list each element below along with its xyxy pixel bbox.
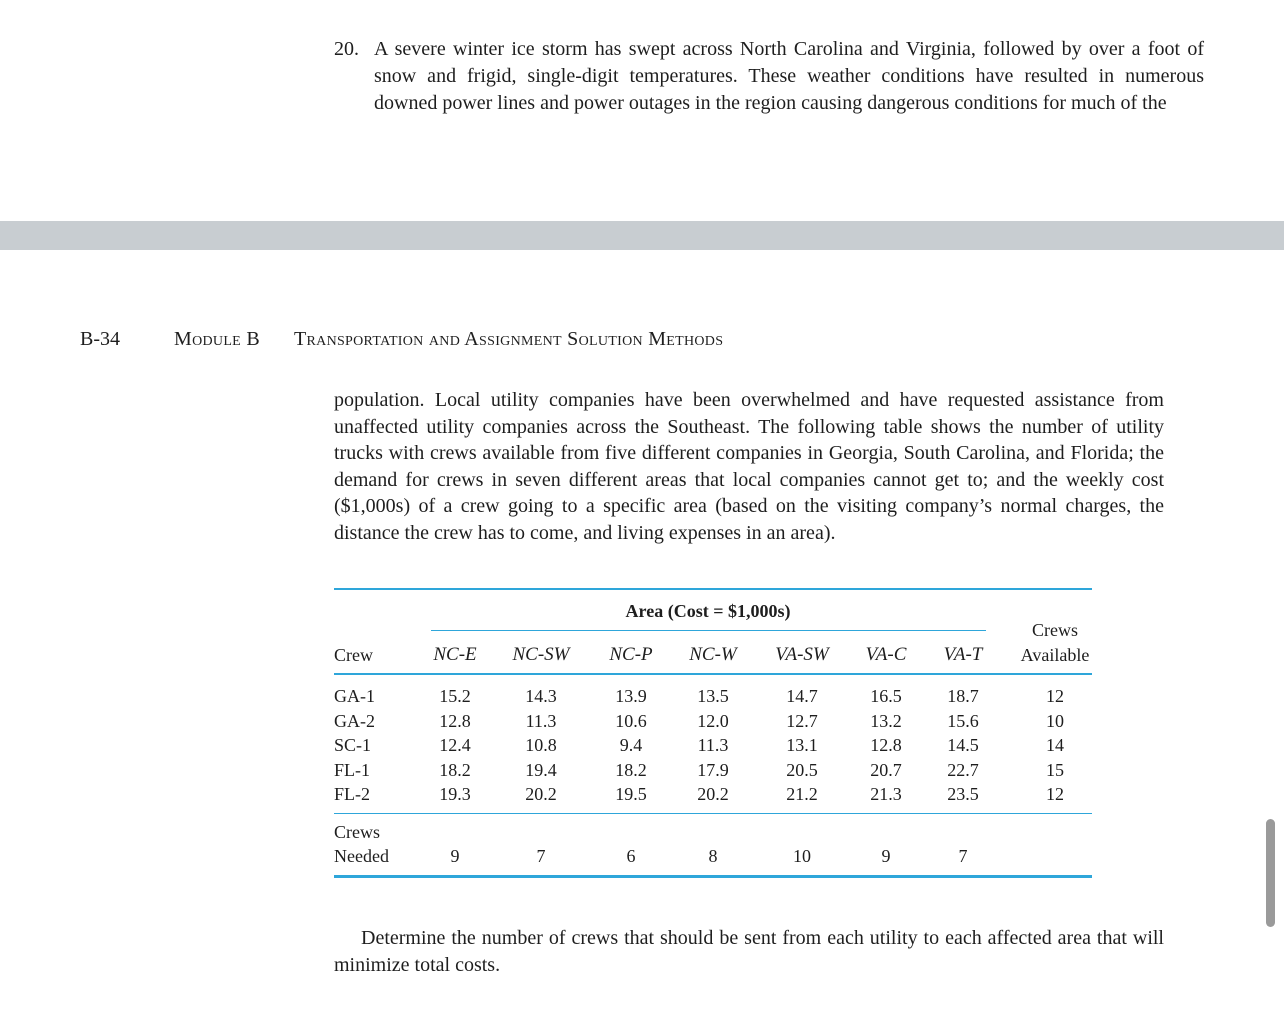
area-header-nc-p: NC-P [609,644,653,665]
crews-available-header: Available [1020,645,1090,665]
crews-needed-value: 10 [793,846,811,866]
cost-cell: 17.9 [697,760,729,780]
crews-available-value: 12 [1046,784,1064,804]
crews-needed-value: 9 [450,846,460,866]
cost-cell: 19.4 [525,760,557,780]
area-header-va-t: VA-T [943,644,983,665]
crew-name: GA-2 [334,711,375,731]
cost-cell: 12.0 [697,711,729,731]
chapter-title: Transportation and Assignment Solution Methods [294,328,724,350]
cost-cell: 15.2 [439,686,471,706]
cost-cell: 22.7 [947,760,979,780]
vertical-scrollbar[interactable] [1266,819,1275,927]
area-header-nc-w: NC-W [689,644,737,665]
cost-cell: 10.8 [525,735,557,755]
cost-cell: 19.3 [439,784,471,804]
table-bottom-rule [334,875,1092,878]
page-separator [0,221,1284,250]
table-top-rule [334,588,1092,590]
problem-20-body: A severe winter ice storm has swept across North Carolina and Virginia, followed by over a foot of snow and frigid, single-digit temperatures. These weather conditions have resulted in numerous downed power lines and power outages in the region causing dangerous conditions for much of the [374,38,1204,114]
module-label: Module B [174,328,260,350]
cost-cell: 12.7 [786,711,818,731]
crews-needed-value: 9 [881,846,891,866]
crews-needed-label: Crews [334,822,380,842]
cost-cell: 20.5 [786,760,818,780]
running-head [0,328,1284,356]
cost-cell: 13.5 [697,686,729,706]
cost-cell: 13.1 [786,735,818,755]
cost-cell: 14.7 [786,686,818,706]
cost-cell: 19.5 [615,784,647,804]
crews-needed-label: Needed [334,846,389,866]
cost-cell: 13.2 [870,711,902,731]
crews-available-header: Crews [1032,620,1078,640]
cost-cell: 11.3 [525,711,557,731]
cost-cell: 21.2 [786,784,818,804]
cost-cell: 11.3 [697,735,729,755]
cost-cell: 13.9 [615,686,647,706]
cost-cell: 18.2 [439,760,471,780]
cost-cell: 20.2 [697,784,729,804]
crews-available-value: 14 [1046,735,1064,755]
area-header-nc-sw: NC-SW [512,644,570,665]
area-header-nc-e: NC-E [433,644,477,665]
area-header-va-sw: VA-SW [775,644,829,665]
crew-name: FL-2 [334,784,370,804]
crews-available-value: 10 [1046,711,1064,731]
crew-name: FL-1 [334,760,370,780]
cost-cell: 14.5 [947,735,979,755]
crews-needed-value: 6 [626,846,636,866]
column-header-rule [334,673,1092,675]
crews-available-value: 12 [1046,686,1064,706]
cost-cell: 20.7 [870,760,902,780]
problem-number: 20. [334,38,359,60]
cost-cell: 14.3 [525,686,557,706]
cost-cell: 15.6 [947,711,979,731]
cost-cell: 21.3 [870,784,902,804]
cost-cell: 12.4 [439,735,471,755]
cost-cell: 10.6 [615,711,647,731]
area-header: Area (Cost = $1,000s) [625,601,791,621]
problem-20-text [334,36,1204,117]
cost-cell: 16.5 [870,686,902,706]
cost-cell: 9.4 [619,735,643,755]
area-header-va-c: VA-C [865,644,907,665]
crew-name: SC-1 [334,735,372,755]
crews-needed-value: 7 [958,846,968,866]
cost-cell: 18.2 [615,760,647,780]
page-number: B-34 [80,328,120,350]
crew-column-header: Crew [334,645,373,665]
crews-needed-value: 8 [708,846,718,866]
cost-cell: 18.7 [947,686,979,706]
crew-name: GA-1 [334,686,375,706]
crews-available-value: 15 [1046,760,1064,780]
cost-cell: 20.2 [525,784,557,804]
cost-cell: 12.8 [439,711,471,731]
crews-needed-value: 7 [536,846,546,866]
body-bottom-rule [334,813,1092,814]
closing-paragraph: Determine the number of crews that should be sent from each utility to each affected area that will minimize total costs. [334,927,1164,976]
cost-cell: 23.5 [947,784,979,804]
area-header-rule [431,630,986,631]
cost-cell: 12.8 [870,735,902,755]
cost-table [334,588,1092,880]
body-paragraph: population. Local utility companies have been overwhelmed and have requested assistance from unaffected utility companies across the Southeast. The following table shows the number of utility trucks with crews available from five different companies in Georgia, South Carolina, and Florida; the demand for crews in seven different areas that local companies cannot get to; and the weekly cost ($1,000s) of a crew going to a specific area (based on the visiting company’s normal charges, the distance the crew has to come, and living expenses in an area). [334,389,1164,544]
